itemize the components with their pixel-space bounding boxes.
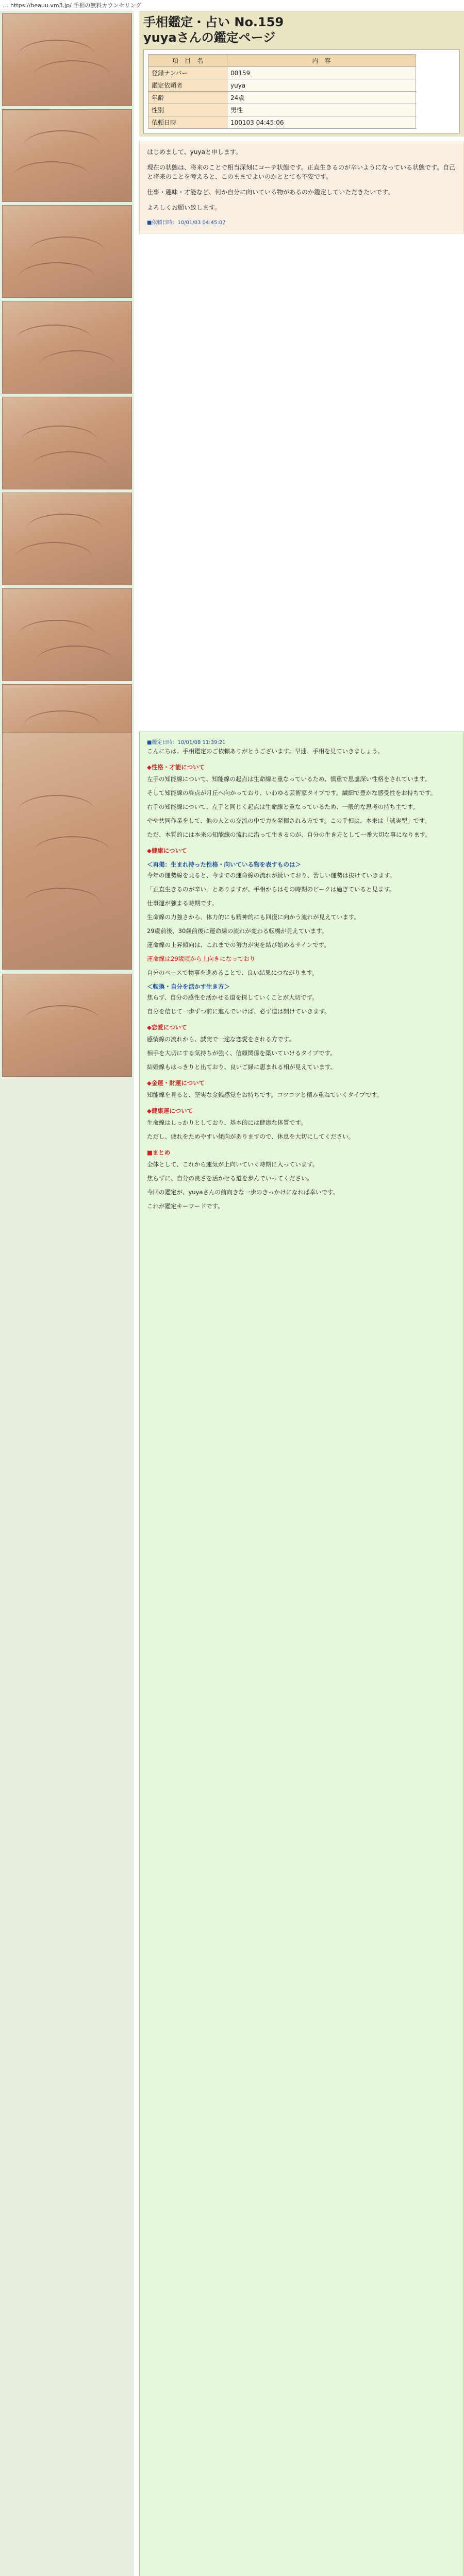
reading-paragraph: 感情線の流れから、誠実で一途な恋愛をされる方です。 [147,1036,295,1043]
table-row [148,104,416,116]
palm-photo [2,974,132,1077]
row-value: 100103 04:45:06 [227,116,416,129]
reading-paragraph: 今年の運勢線を見ると、今までの運命線の流れが続いており、苦しい運勢は抜けていきます。 [147,872,396,879]
request-timestamp: ■依頼日時：10/01/03 04:45:07 [147,220,226,226]
page-header [139,11,464,137]
table-row [148,116,416,129]
palm-photo [2,109,132,202]
palm-photo [2,588,132,681]
highlight-text: 運命線は29歳頃から上向きになっており [147,955,256,962]
reading-paragraph: 相手を大切にする気持ちが強く、信頼関係を築いていけるタイプです。 [147,1049,336,1057]
greeting-paragraph: 仕事・趣味・才能など、何か自分に向いている物があるのか鑑定していただきたいです。 [147,189,394,196]
info-table [148,54,416,129]
reading-paragraph: 全体として、これから運気が上向いていく時期に入っています。 [147,1161,319,1168]
greeting-paragraph: 現在の状態は、将来のことで相当深刻にコーチ状態です。正直生きるのが辛いようになっている状態です。自己と将来のことを考えると、このままでよいのかととても不安です。 [147,164,456,180]
row-value: 24歳 [227,92,416,104]
row-value: 00159 [227,67,416,79]
reading-paragraph: 生命線の力強さから、体力的にも精神的にも回復に向かう流れが見えています。 [147,913,360,921]
greeting-paragraph: よろしくお願い致します。 [147,204,221,211]
section-heading: ◆恋愛について [147,1024,187,1031]
table-header-value: 内 容 [227,55,416,67]
page-subtitle: yuyaさんの鑑定ページ [143,30,276,45]
reading-paragraph: 29歳前後、30歳前後に運命線の流れが変わる転機が見えています。 [147,927,328,935]
url-title: 手相の無料カウンセリング [73,2,142,9]
url-bar[interactable] [0,0,464,11]
row-key: 依頼日時 [148,116,227,129]
reading-timestamp: ■鑑定日時：10/01/08 11:39:21 [147,740,226,745]
reading-paragraph: ただ、本質的には本来の知能線の流れに沿って生きるのが、自分の生き方として一番大切な事になります。 [147,831,432,838]
reading-paragraph: ただし、疲れをためやすい傾向がありますので、休息を大切にしてください。 [147,1133,355,1140]
table-row [148,79,416,92]
section-heading: ◆健康運について [147,1107,193,1114]
section-heading: ■まとめ [147,1149,171,1156]
row-key: 鑑定依頼者 [148,79,227,92]
reading-paragraph: 結婚線もはっきりと出ており、良いご縁に恵まれる相が見えています。 [147,1063,337,1071]
reading-paragraph: 自分を信じて一歩ずつ前に進んでいけば、必ず道は開けていきます。 [147,1008,330,1015]
table-header-item: 項 目 名 [148,55,227,67]
reading-paragraph: そして知能線の終点が月丘へ向かっており、いわゆる芸術家タイプです。繊細で豊かな感受性をお持ちです。 [147,789,437,796]
section-heading: ◆性格・才能について [147,764,205,771]
url-prefix: ... [3,2,9,9]
greeting-paragraph: はじめまして、yuyaと申します。 [147,148,242,156]
table-row [148,67,416,79]
reading-paragraph: 左手の知能線について、知能線の起点は生命線と重なっているため、慎重で思慮深い性格をされています。 [147,775,431,783]
reading-paragraph: 焦らず、自分の感性を活かせる道を探していくことが大切です。 [147,994,318,1001]
row-key: 登録ナンバー [148,67,227,79]
palm-photo [2,493,132,585]
sub-heading: ＜再掲：生まれ持った性格・向いている物を表すものは＞ [147,861,301,868]
reading-paragraph: 知能線を見ると、堅実な金銭感覚をお持ちです。コツコツと積み重ねていくタイプです。 [147,1091,383,1098]
palm-photo [2,205,132,298]
request-message [139,142,464,233]
reading-paragraph: 焦らずに、自分の良さを活かせる道を歩んでいってください。 [147,1175,313,1182]
closing-text: これが鑑定キーワードです。 [147,1202,224,1210]
row-value: yuya [227,79,416,92]
page-title: 手相鑑定・占い No.159 [143,15,284,29]
palm-photo-large [2,733,132,970]
reading-paragraph: 自分のペースで物事を進めることで、良い結果につながります。 [147,969,318,976]
reading-paragraph: 運命線の上昇傾向は、これまでの努力が実を結び始めるサインです。 [147,941,330,948]
row-value: 男性 [227,104,416,116]
reading-intro: こんにちは。手相鑑定のご依頼ありがとうございます。早速、手相を見ていきましょう。 [147,748,384,755]
reading-paragraph: やや共同作業をして、他の人との交流の中で力を発揮される方です。この手相は、本来は「誠実型」です。 [147,817,430,824]
row-key: 性別 [148,104,227,116]
main-content [139,11,464,233]
row-key: 年齢 [148,92,227,104]
section-heading: ◆健康について [147,847,187,854]
palm-photo-column [0,11,134,2576]
url-address[interactable]: https://beauu.vm3.jp/ [10,2,72,9]
reading-paragraph: 「正直生きるのが辛い」とありますが、手相からはその時期のピークは過ぎていると見ます。 [147,886,395,893]
sub-heading: ＜転換・自分を活かす生き方＞ [147,983,230,990]
reading-result [139,732,464,2576]
reading-paragraph: 右手の知能線について、左手と同じく起点は生命線と重なっているため、一般的な思考の持ち主です。 [147,803,419,810]
reading-paragraph: 仕事運が強まる時期です。 [147,900,218,907]
section-heading: ◆金運・財運について [147,1079,205,1087]
info-box [143,49,460,133]
reading-paragraph: 生命線はしっかりとしており、基本的には健康な体質です。 [147,1119,307,1126]
palm-photo [2,397,132,489]
palm-photo [2,301,132,394]
palm-photo [2,13,132,106]
reading-paragraph: 今回の鑑定が、yuyaさんの前向きな一歩のきっかけになれば幸いです。 [147,1189,339,1196]
table-row [148,92,416,104]
